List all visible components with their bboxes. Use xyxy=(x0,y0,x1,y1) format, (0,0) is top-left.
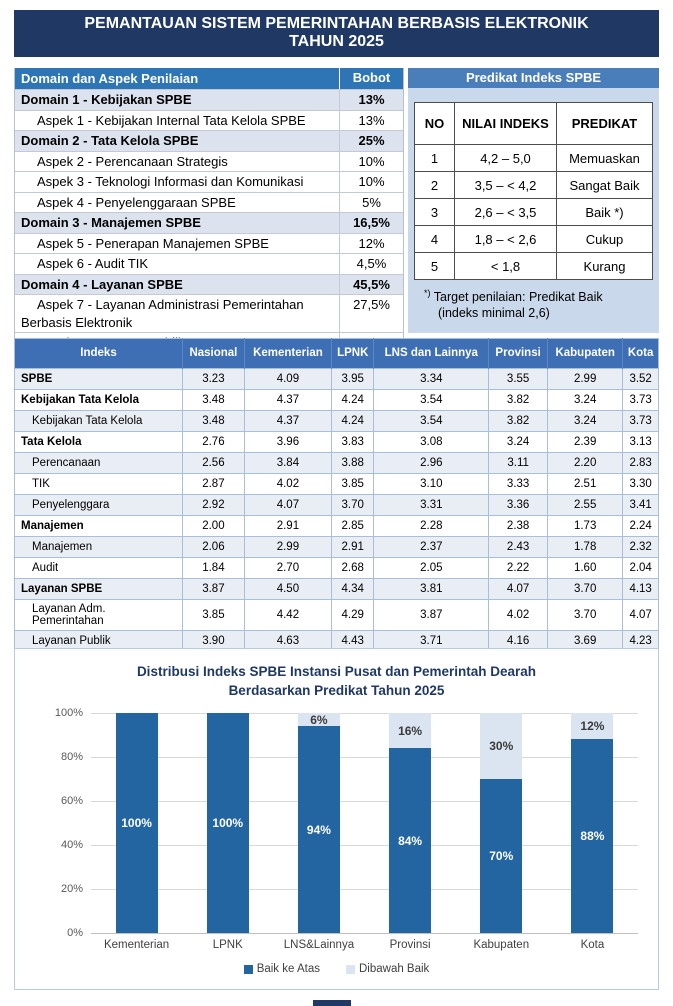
bar-slot xyxy=(91,713,182,933)
bar-segment-baik-ke-atas: 84% xyxy=(389,748,431,933)
predikat-row xyxy=(415,253,653,280)
predikat-cell: Cukup xyxy=(557,226,653,253)
indeks-row-label: TIK xyxy=(15,474,183,495)
x-axis-category-label: Provinsi xyxy=(389,939,431,951)
predikat-cell: 3,5 – < 4,2 xyxy=(455,172,557,199)
domain-aspek-table-body xyxy=(15,89,403,353)
indeks-value-cell: 4.02 xyxy=(489,600,548,631)
next-page-banner-sliver xyxy=(313,1000,351,1006)
legend-item xyxy=(244,963,320,975)
aspek-row xyxy=(15,233,403,254)
indeks-value-cell: 3.24 xyxy=(548,411,623,432)
legend-label: Baik ke Atas xyxy=(256,963,320,975)
indeks-value-cell: 4.34 xyxy=(332,579,374,600)
aspek-row xyxy=(15,192,403,213)
aspek-row xyxy=(15,294,403,332)
y-axis-tick-label: 60% xyxy=(60,795,83,807)
indeks-value-cell: 1.78 xyxy=(548,537,623,558)
bar-slot xyxy=(182,713,273,933)
indeks-value-cell: 3.85 xyxy=(183,600,245,631)
indeks-value-cell: 1.73 xyxy=(548,516,623,537)
indeks-table xyxy=(14,338,659,653)
bar-segment-baik-ke-atas: 100% xyxy=(116,713,158,933)
domain-row xyxy=(15,130,403,151)
row-label: Aspek 2 - Perencanaan Strategis xyxy=(37,153,228,169)
indeks-value-cell: 4.02 xyxy=(244,474,331,495)
bar-segment-baik-ke-atas: 70% xyxy=(480,779,522,933)
predikat-cell: 2 xyxy=(415,172,455,199)
predikat-header-cell: NILAI INDEKS xyxy=(455,103,557,145)
indeks-row-label: Tata Kelola xyxy=(15,432,183,453)
row-bobot: 27,5% xyxy=(339,295,403,332)
indeks-value-cell: 4.50 xyxy=(244,579,331,600)
indeks-value-cell: 2.32 xyxy=(623,537,659,558)
indeks-header-cell: Kabupaten xyxy=(548,339,623,369)
indeks-value-cell: 3.88 xyxy=(332,453,374,474)
indeks-value-cell: 3.13 xyxy=(623,432,659,453)
row-bobot: 10% xyxy=(339,152,403,172)
bar-segment-baik-ke-atas: 100% xyxy=(207,713,249,933)
indeks-value-cell: 3.71 xyxy=(374,631,489,652)
bar-provinsi xyxy=(389,713,431,933)
x-axis-category-label: LNS&Lainnya xyxy=(283,939,355,951)
y-axis-tick-label: 80% xyxy=(60,751,83,763)
indeks-value-cell: 3.87 xyxy=(183,579,245,600)
indeks-row-label: Manajemen xyxy=(15,537,183,558)
bar-segment-dibawah-baik: 16% xyxy=(389,713,431,748)
y-axis-tick-label: 0% xyxy=(67,927,83,939)
aspek-row xyxy=(15,253,403,274)
indeks-value-cell: 2.06 xyxy=(183,537,245,558)
chart-title xyxy=(15,662,658,700)
indeks-value-cell: 4.29 xyxy=(332,600,374,631)
indeks-value-cell: 3.87 xyxy=(374,600,489,631)
row-label: Aspek 5 - Penerapan Manajemen SPBE xyxy=(37,235,269,251)
indeks-value-cell: 3.31 xyxy=(374,495,489,516)
indeks-row xyxy=(15,537,659,558)
indeks-header-cell: LPNK xyxy=(332,339,374,369)
indeks-value-cell: 2.05 xyxy=(374,558,489,579)
indeks-value-cell: 3.23 xyxy=(183,369,245,390)
domain-aspek-table xyxy=(14,68,404,354)
indeks-value-cell: 3.83 xyxy=(332,432,374,453)
indeks-header-cell: Provinsi xyxy=(489,339,548,369)
indeks-value-cell: 2.87 xyxy=(183,474,245,495)
indeks-row-label: Perencanaan xyxy=(15,453,183,474)
row-bobot: 16,5% xyxy=(339,213,403,233)
indeks-row-label: Layanan Adm. Pemerintahan xyxy=(15,600,183,631)
bar-kota xyxy=(571,713,613,933)
indeks-value-cell: 2.91 xyxy=(244,516,331,537)
indeks-row-label: Kebijakan Tata Kelola xyxy=(15,390,183,411)
indeks-value-cell: 4.43 xyxy=(332,631,374,652)
indeks-row-label: Kebijakan Tata Kelola xyxy=(15,411,183,432)
bar-segment-baik-ke-atas: 88% xyxy=(571,739,613,933)
predikat-table-body xyxy=(415,145,653,280)
indeks-value-cell: 2.99 xyxy=(548,369,623,390)
predikat-cell: Memuaskan xyxy=(557,145,653,172)
predikat-row xyxy=(415,172,653,199)
chart-title-line2: Berdasarkan Predikat Tahun 2025 xyxy=(228,683,445,698)
indeks-row xyxy=(15,390,659,411)
indeks-value-cell: 4.07 xyxy=(623,600,659,631)
bar-slot xyxy=(456,713,547,933)
bobot-header-label: Bobot xyxy=(339,68,403,89)
indeks-value-cell: 4.24 xyxy=(332,390,374,411)
indeks-value-cell: 3.84 xyxy=(244,453,331,474)
domain-row xyxy=(15,212,403,233)
predikat-cell: 2,6 – < 3,5 xyxy=(455,199,557,226)
row-bobot: 12% xyxy=(339,234,403,254)
predikat-header-row xyxy=(415,103,653,145)
row-label: Aspek 7 - Layanan Administrasi Pemerintahan Berbasis Elektronik xyxy=(21,297,304,330)
indeks-row xyxy=(15,453,659,474)
predikat-cell: 3 xyxy=(415,199,455,226)
indeks-value-cell: 2.20 xyxy=(548,453,623,474)
bar-lns-lainnya xyxy=(298,713,340,933)
chart-bars xyxy=(91,713,638,933)
bar-kementerian xyxy=(116,713,158,933)
domain-row xyxy=(15,274,403,295)
x-axis-category-label: LPNK xyxy=(212,939,243,951)
indeks-row xyxy=(15,600,659,631)
indeks-value-cell: 2.83 xyxy=(623,453,659,474)
indeks-value-cell: 3.82 xyxy=(489,390,548,411)
footnote-line2: (indeks minimal 2,6) xyxy=(438,306,550,321)
indeks-value-cell: 2.99 xyxy=(244,537,331,558)
indeks-value-cell: 4.63 xyxy=(244,631,331,652)
y-axis-tick-label: 40% xyxy=(60,839,83,851)
indeks-value-cell: 2.96 xyxy=(374,453,489,474)
predikat-cell: Baik *) xyxy=(557,199,653,226)
indeks-value-cell: 2.37 xyxy=(374,537,489,558)
indeks-row xyxy=(15,369,659,390)
indeks-value-cell: 3.33 xyxy=(489,474,548,495)
indeks-value-cell: 3.69 xyxy=(548,631,623,652)
indeks-value-cell: 2.00 xyxy=(183,516,245,537)
predikat-footnote xyxy=(424,285,645,321)
footnote-marker: *) xyxy=(424,288,431,298)
indeks-value-cell: 2.55 xyxy=(548,495,623,516)
indeks-value-cell: 2.51 xyxy=(548,474,623,495)
indeks-value-cell: 3.70 xyxy=(332,495,374,516)
x-axis-category-label: Kabupaten xyxy=(473,939,530,951)
indeks-value-cell: 3.90 xyxy=(183,631,245,652)
predikat-cell: Sangat Baik xyxy=(557,172,653,199)
indeks-value-cell: 3.41 xyxy=(623,495,659,516)
indeks-value-cell: 2.68 xyxy=(332,558,374,579)
indeks-value-cell: 2.70 xyxy=(244,558,331,579)
indeks-value-cell: 3.10 xyxy=(374,474,489,495)
bar-segment-dibawah-baik: 12% xyxy=(571,713,613,739)
indeks-value-cell: 3.73 xyxy=(623,390,659,411)
indeks-header-cell: Nasional xyxy=(183,339,245,369)
indeks-value-cell: 4.13 xyxy=(623,579,659,600)
row-bobot: 5% xyxy=(339,193,403,213)
predikat-row xyxy=(415,199,653,226)
aspek-row xyxy=(15,110,403,131)
row-bobot: 10% xyxy=(339,172,403,192)
indeks-header-cell: Indeks xyxy=(15,339,183,369)
predikat-header-cell: NO xyxy=(415,103,455,145)
row-bobot: 4,5% xyxy=(339,254,403,274)
indeks-header-cell: Kota xyxy=(623,339,659,369)
indeks-value-cell: 3.24 xyxy=(548,390,623,411)
row-bobot: 45,5% xyxy=(339,275,403,295)
indeks-row-label: Penyelenggara xyxy=(15,495,183,516)
indeks-value-cell: 3.54 xyxy=(374,390,489,411)
indeks-value-cell: 3.34 xyxy=(374,369,489,390)
indeks-value-cell: 3.24 xyxy=(489,432,548,453)
bar-slot xyxy=(365,713,456,933)
indeks-value-cell: 2.22 xyxy=(489,558,548,579)
x-axis-category-label: Kota xyxy=(580,939,605,951)
indeks-header-cell: LNS dan Lainnya xyxy=(374,339,489,369)
indeks-value-cell: 2.76 xyxy=(183,432,245,453)
indeks-value-cell: 2.92 xyxy=(183,495,245,516)
indeks-value-cell: 3.30 xyxy=(623,474,659,495)
predikat-header-cell: PREDIKAT xyxy=(557,103,653,145)
indeks-row-label: Audit xyxy=(15,558,183,579)
page-title-line1: PEMANTAUAN SISTEM PEMERINTAHAN BERBASIS ELEKTRONIK xyxy=(84,15,589,32)
predikat-cell: 1,8 – < 2,6 xyxy=(455,226,557,253)
indeks-value-cell: 4.09 xyxy=(244,369,331,390)
indeks-value-cell: 3.08 xyxy=(374,432,489,453)
predikat-cell: 4 xyxy=(415,226,455,253)
top-section xyxy=(14,68,659,354)
predikat-cell: 5 xyxy=(415,253,455,280)
bar-slot xyxy=(547,713,638,933)
indeks-value-cell: 3.48 xyxy=(183,411,245,432)
indeks-value-cell: 3.82 xyxy=(489,411,548,432)
indeks-value-cell: 3.11 xyxy=(489,453,548,474)
indeks-table-body xyxy=(15,369,659,652)
distribution-chart-panel xyxy=(14,648,659,990)
indeks-row xyxy=(15,579,659,600)
y-axis-tick-label: 100% xyxy=(54,707,83,719)
indeks-value-cell: 2.38 xyxy=(489,516,548,537)
indeks-value-cell: 3.55 xyxy=(489,369,548,390)
predikat-panel xyxy=(408,68,659,333)
indeks-value-cell: 3.70 xyxy=(548,600,623,631)
bar-segment-baik-ke-atas: 94% xyxy=(298,726,340,933)
row-label: Aspek 3 - Teknologi Informasi dan Komunikasi xyxy=(37,174,304,189)
aspek-row xyxy=(15,171,403,192)
indeks-value-cell: 2.24 xyxy=(623,516,659,537)
aspek-row xyxy=(15,151,403,172)
predikat-panel-title: Predikat Indeks SPBE xyxy=(408,68,659,88)
indeks-header-row xyxy=(15,339,659,369)
y-axis-tick-label: 20% xyxy=(60,883,83,895)
indeks-row-label: Layanan SPBE xyxy=(15,579,183,600)
indeks-value-cell: 3.48 xyxy=(183,390,245,411)
indeks-value-cell: 4.42 xyxy=(244,600,331,631)
chart-plot-area xyxy=(54,707,638,939)
row-label: Domain 4 - Layanan SPBE xyxy=(21,276,183,292)
indeks-value-cell: 2.43 xyxy=(489,537,548,558)
legend-swatch xyxy=(346,965,355,974)
indeks-value-cell: 3.52 xyxy=(623,369,659,390)
page-title xyxy=(14,10,659,57)
predikat-cell: 1 xyxy=(415,145,455,172)
predikat-cell: 4,2 – 5,0 xyxy=(455,145,557,172)
indeks-value-cell: 2.04 xyxy=(623,558,659,579)
predikat-cell: Kurang xyxy=(557,253,653,280)
bar-segment-dibawah-baik: 6% xyxy=(298,713,340,726)
indeks-value-cell: 2.85 xyxy=(332,516,374,537)
legend-swatch xyxy=(244,965,253,974)
indeks-row xyxy=(15,432,659,453)
chart-x-axis-labels xyxy=(91,939,638,951)
indeks-value-cell: 4.07 xyxy=(244,495,331,516)
indeks-value-cell: 4.37 xyxy=(244,390,331,411)
indeks-value-cell: 2.56 xyxy=(183,453,245,474)
indeks-value-cell: 2.28 xyxy=(374,516,489,537)
row-bobot: 13% xyxy=(339,111,403,131)
row-label: Aspek 1 - Kebijakan Internal Tata Kelola SPBE xyxy=(37,112,306,128)
predikat-row xyxy=(415,145,653,172)
legend-label: Dibawah Baik xyxy=(358,963,430,975)
row-label: Aspek 6 - Audit TIK xyxy=(37,256,149,271)
indeks-value-cell: 3.95 xyxy=(332,369,374,390)
bar-slot xyxy=(273,713,364,933)
bar-segment-dibawah-baik: 30% xyxy=(480,713,522,779)
chart-legend xyxy=(15,963,658,975)
indeks-value-cell: 3.70 xyxy=(548,579,623,600)
bar-lpnk xyxy=(207,713,249,933)
indeks-row xyxy=(15,495,659,516)
page-title-line2: TAHUN 2025 xyxy=(289,33,384,50)
predikat-row xyxy=(415,226,653,253)
legend-item xyxy=(346,963,429,975)
indeks-value-cell: 4.16 xyxy=(489,631,548,652)
row-label: Domain 2 - Tata Kelola SPBE xyxy=(21,133,199,148)
predikat-table xyxy=(414,102,653,280)
indeks-row xyxy=(15,516,659,537)
indeks-value-cell: 1.84 xyxy=(183,558,245,579)
domain-aspek-table-header xyxy=(15,68,403,89)
indeks-value-cell: 3.85 xyxy=(332,474,374,495)
row-label: Domain 1 - Kebijakan SPBE xyxy=(21,92,192,107)
indeks-value-cell: 3.81 xyxy=(374,579,489,600)
indeks-value-cell: 4.07 xyxy=(489,579,548,600)
indeks-row xyxy=(15,558,659,579)
indeks-value-cell: 4.23 xyxy=(623,631,659,652)
indeks-value-cell: 3.36 xyxy=(489,495,548,516)
domain-header-label: Domain dan Aspek Penilaian xyxy=(21,71,199,86)
indeks-value-cell: 2.39 xyxy=(548,432,623,453)
row-bobot: 25% xyxy=(339,131,403,151)
indeks-row xyxy=(15,474,659,495)
row-bobot: 13% xyxy=(339,90,403,110)
indeks-value-cell: 1.60 xyxy=(548,558,623,579)
domain-row xyxy=(15,89,403,110)
indeks-value-cell: 2.91 xyxy=(332,537,374,558)
indeks-row-label: Layanan Publik xyxy=(15,631,183,652)
footnote-line1: Target penilaian: Predikat Baik xyxy=(433,290,603,305)
x-axis-category-label: Kementerian xyxy=(103,939,170,951)
indeks-value-cell: 4.37 xyxy=(244,411,331,432)
predikat-cell: < 1,8 xyxy=(455,253,557,280)
chart-title-line1: Distribusi Indeks SPBE Instansi Pusat dan Pemerintah Dearah xyxy=(136,664,537,679)
indeks-row-label: SPBE xyxy=(15,369,183,390)
indeks-row-label: Manajemen xyxy=(15,516,183,537)
indeks-row xyxy=(15,411,659,432)
row-label: Domain 3 - Manajemen SPBE xyxy=(21,215,201,230)
bar-kabupaten xyxy=(480,713,522,933)
indeks-header-cell: Kementerian xyxy=(244,339,331,369)
indeks-value-cell: 3.54 xyxy=(374,411,489,432)
indeks-value-cell: 4.24 xyxy=(332,411,374,432)
row-label: Aspek 4 - Penyelenggaraan SPBE xyxy=(37,194,236,210)
indeks-value-cell: 3.73 xyxy=(623,411,659,432)
indeks-value-cell: 3.96 xyxy=(244,432,331,453)
